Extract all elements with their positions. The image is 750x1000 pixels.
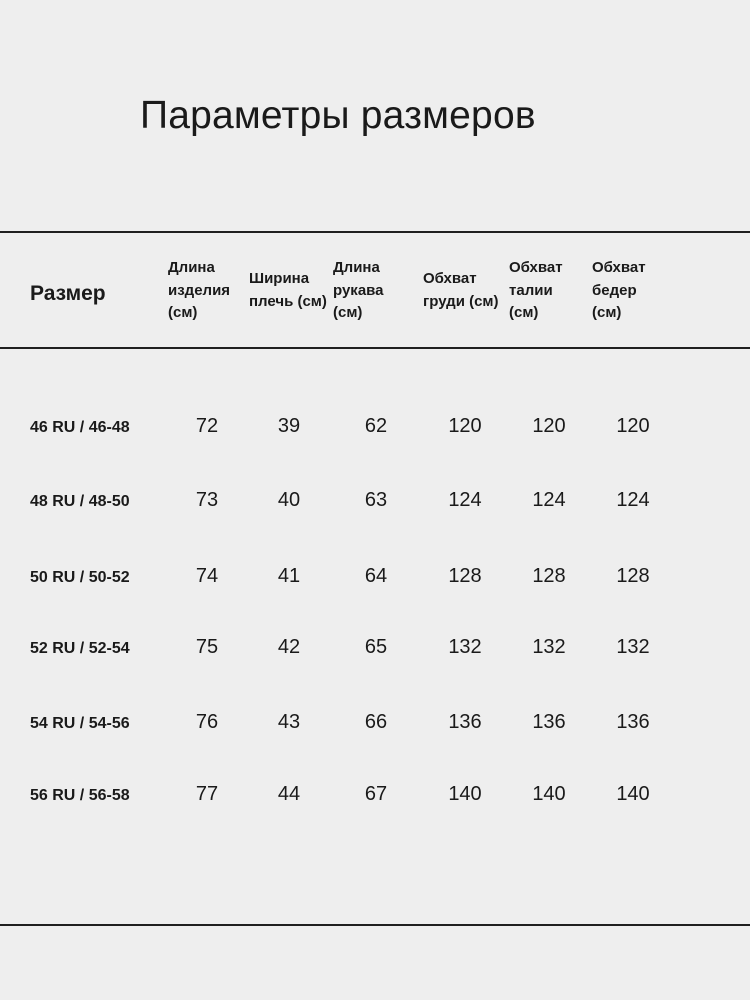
- cell-hips: 128: [616, 565, 650, 587]
- cell-sleeve-length: 67: [364, 783, 388, 805]
- cell-chest: 124: [448, 489, 482, 511]
- cell-waist: 132: [532, 636, 566, 658]
- cell-hips: 140: [616, 783, 650, 805]
- cell-hips: 132: [616, 636, 650, 658]
- cell-waist: 140: [532, 783, 566, 805]
- column-header-waist: Обхват талии (см): [509, 259, 563, 321]
- size-label: 56 RU / 56-58: [30, 787, 130, 804]
- table-row: [0, 489, 750, 519]
- cell-length: 75: [195, 636, 219, 658]
- cell-sleeve-length: 65: [364, 636, 388, 658]
- size-label: 48 RU / 48-50: [30, 493, 130, 510]
- table-row: [0, 415, 750, 445]
- cell-shoulder-width: 42: [277, 636, 301, 658]
- cell-length: 77: [195, 783, 219, 805]
- cell-chest: 120: [448, 415, 482, 437]
- page-title: Параметры размеров: [140, 94, 536, 137]
- cell-sleeve-length: 62: [364, 415, 388, 437]
- cell-waist: 124: [532, 489, 566, 511]
- column-header-length: Длина изделия (см): [168, 259, 231, 321]
- column-header-chest: Обхват груди (см): [423, 270, 499, 310]
- table-row: [0, 636, 750, 666]
- cell-chest: 132: [448, 636, 482, 658]
- cell-chest: 136: [448, 711, 482, 733]
- cell-sleeve-length: 64: [364, 565, 388, 587]
- cell-hips: 124: [616, 489, 650, 511]
- size-label: 46 RU / 46-48: [30, 419, 130, 436]
- size-label: 54 RU / 54-56: [30, 715, 130, 732]
- cell-hips: 120: [616, 415, 650, 437]
- cell-shoulder-width: 43: [277, 711, 301, 733]
- header-bottom-divider: [0, 347, 750, 349]
- cell-chest: 140: [448, 783, 482, 805]
- table-row: [0, 711, 750, 741]
- table-bottom-divider: [0, 924, 750, 926]
- cell-shoulder-width: 41: [277, 565, 301, 587]
- column-header-shoulder-width: Ширина плечь (см): [249, 270, 327, 310]
- cell-shoulder-width: 39: [277, 415, 301, 437]
- cell-waist: 136: [532, 711, 566, 733]
- cell-shoulder-width: 40: [277, 489, 301, 511]
- cell-waist: 128: [532, 565, 566, 587]
- cell-sleeve-length: 66: [364, 711, 388, 733]
- table-row: [0, 783, 750, 813]
- cell-length: 72: [195, 415, 219, 437]
- size-label: 52 RU / 52-54: [30, 640, 130, 657]
- table-header-row: [0, 232, 750, 347]
- cell-length: 76: [195, 711, 219, 733]
- cell-hips: 136: [616, 711, 650, 733]
- cell-length: 73: [195, 489, 219, 511]
- size-column-header: Размер: [30, 282, 106, 305]
- column-header-sleeve-length: Длина рукава (см): [333, 259, 384, 321]
- cell-length: 74: [195, 565, 219, 587]
- table-row: [0, 565, 750, 595]
- cell-chest: 128: [448, 565, 482, 587]
- cell-shoulder-width: 44: [277, 783, 301, 805]
- column-header-hips: Обхват бедер (см): [592, 259, 646, 321]
- cell-waist: 120: [532, 415, 566, 437]
- cell-sleeve-length: 63: [364, 489, 388, 511]
- size-label: 50 RU / 50-52: [30, 569, 130, 586]
